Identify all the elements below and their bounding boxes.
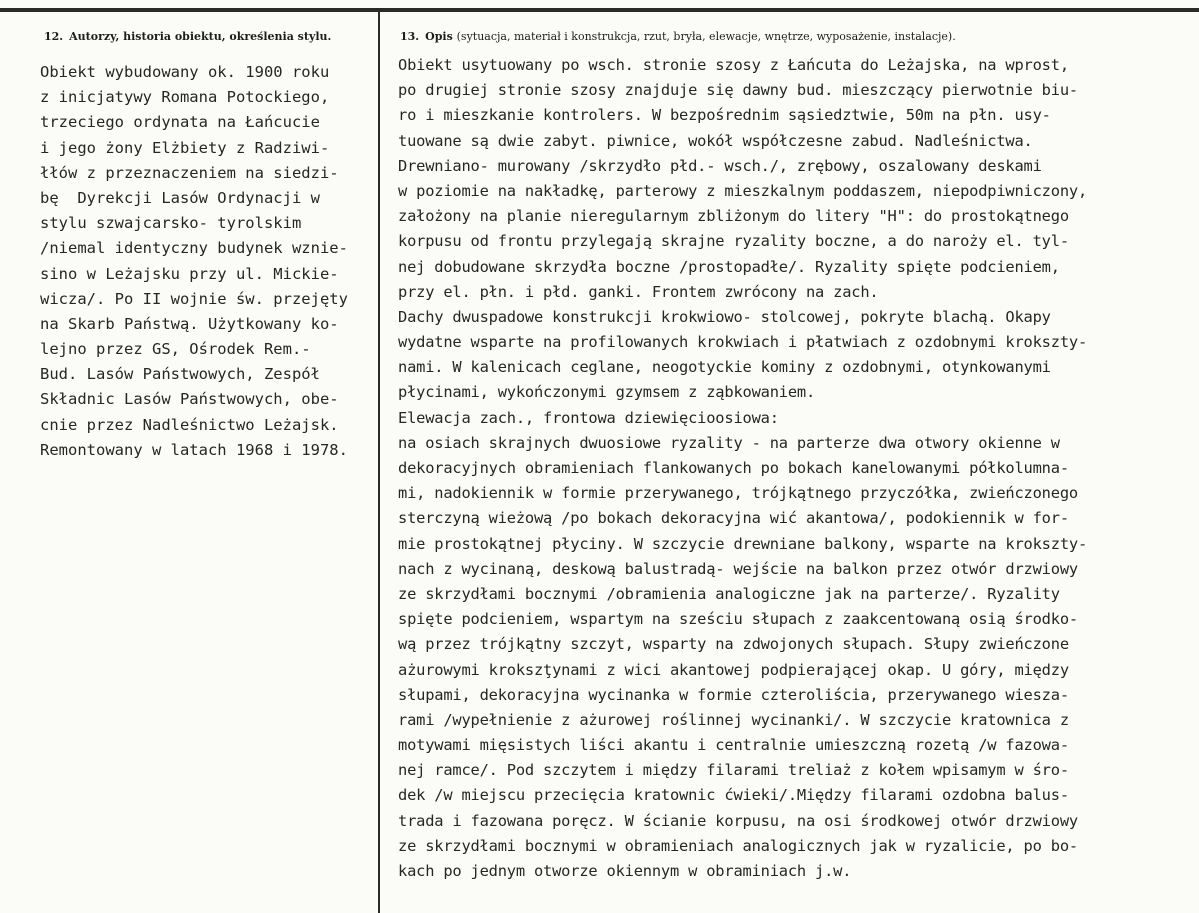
right-text-line: na osiach skrajnych dwuosiowe ryzality - na parterze dwa otwory okienne w [398,433,1060,452]
right-text-line: ro i mieszkanie kontrolers. W bezpośrednim sąsiedztwie, 50m na płn. usy- [398,106,1051,125]
right-text-line: w poziomie na nakładkę, parterowy z mieszkalnym poddaszem, niepodpiwniczony, [398,181,1088,200]
top-border-rule [0,8,1199,12]
right-text-line: tuowane są dwie zabyt. piwnice, wokół współczesne zabud. Nadleśnictwa. [398,131,1033,150]
right-text-line: ze skrzydłami bocznymi /obramienia analogiczne jak na parterze/. Ryzality [398,584,1060,603]
section-12-typed-text [40,60,348,463]
right-text-line: płycinami, wykończonymi gzymsem z ząbkowaniem. [398,383,816,402]
left-text-line: /niemal identyczny budynek wznie- [40,239,348,258]
right-text-line: ażurowymi krokszţynami z wici akantowej podpierającej okap. U góry, między [398,660,1069,679]
right-text-line: Dachy dwuspadowe konstrukcji krokwiowo- stolcowej, pokryte blachą. Okapy [398,307,1051,326]
right-text-line: trada i fazowana poręcz. W ścianie korpusu, na osi środkowej otwór drzwiowy [398,811,1078,830]
right-text-line: Elewacja zach., frontowa dziewięcioosiowa: [398,408,779,427]
section-13-header [400,30,956,43]
right-text-line: Obiekt usytuowany po wsch. stronie szosy z Łańcuta do Leżajska, na wprost, [398,56,1069,74]
right-text-line: rami /wypełnienie z ażurowej roślinnej wycinanki/. W szczycie kratownica z [398,710,1069,729]
left-text-line: cnie przez Nadleśnictwo Leżajsk. [40,415,339,434]
right-text-line: nej dobudowane skrzydła boczne /prostopadłe/. Ryzality spięte podcieniem, [398,257,1060,276]
section-13-title: Opis [425,30,453,43]
right-text-line: słupami, dekoracyjna wycinanka w formie czteroliścia, przerywanego wiesza- [398,685,1069,704]
left-text-line: z inicjatywy Romana Potockiego, [40,88,330,107]
right-text-line: korpusu od frontu przylegają skrajne ryzality boczne, a do naroży el. tyl- [398,232,1069,251]
section-12-title: Autorzy, historia obiektu, określenia stylu. [69,30,332,43]
section-13-number: 13. [400,30,420,43]
right-text-line: wą przez trójkątny szczyt, wsparty na zdwojonych słupach. Słupy zwieńczone [398,635,1069,654]
left-text-line: Obiekt wybudowany ok. 1900 roku [40,63,330,81]
right-text-line: ze skrzydłami bocznymi w obramieniach analogicznych jak w ryzalicie, po bo- [398,836,1078,855]
section-13-subtitle: (sytuacja, materiał i konstrukcja, rzut, bryła, elewacje, wnętrze, wyposażenie, instalacje). [456,30,956,43]
right-text-line: Drewniano- murowany /skrzydło płd.- wsch./, zrębowy, oszalowany deskami [398,156,1042,175]
left-text-line: trzeciego ordynata na Łańcucie [40,113,320,132]
section-12-number: 12. [44,30,64,43]
right-text-line: przy el. płn. i płd. ganki. Frontem zwrócony na zach. [398,282,879,301]
right-text-line: założony na planie nieregularnym zbliżonym do litery "H": do prostokątnego [398,207,1069,226]
right-text-line: nach z wycinaną, deskową balustradą- wejście na balkon przez otwór drzwiowy [398,559,1078,578]
right-text-line: mi, nadokiennik w formie przerywanego, trójkątnego przyczółka, zwieńczonego [398,484,1078,503]
right-text-line: wydatne wsparte na profilowanych krokwiach i płatwiach z ozdobnymi kroksztу- [398,333,1088,352]
left-text-line: łłów z przeznaczeniem na siedzi- [40,163,339,182]
right-text-line: motywami mięsistych liści akantu i centralnie umieszczną rozetą /w fazowa- [398,736,1069,755]
left-text-line: Składnic Lasów Państwowych, obe- [40,390,339,409]
left-text-line: Remontowany w latach 1968 i 1978. [40,440,348,459]
left-text-line: bę Dyrekcji Lasów Ordynacji w [40,188,320,207]
right-text-line: dekoracyjnych obramieniach flankowanych po bokach kanelowanymi półkolumna- [398,459,1069,477]
section-13-typed-text [398,53,1087,884]
left-text-line: sino w Leżajsku przy ul. Mickie- [40,264,339,283]
left-text-line: na Skarb Państwą. Użytkowany ko- [40,314,339,333]
left-text-line: wicza/. Po II wojnie św. przejęty [40,289,348,308]
right-text-line: po drugiej stronie szosy znajduje się dawny bud. mieszczący pierwotnie biu- [398,81,1078,100]
right-text-line: mie prostokątnej płyciny. W szczycie drewniane balkony, wsparte na kroksztу- [398,534,1088,553]
right-text-line: kach po jednym otworze okiennym w obraminiach j.w. [398,862,852,880]
column-divider [378,8,380,913]
right-text-line: nej ramce/. Pod szczytem i między filarami treliaż z kołem wpisamym w śro- [398,761,1069,780]
left-text-line: lejno przez GS, Ośrodek Rem.- [40,340,311,359]
right-text-line: spięte podcieniem, wspartym na sześciu słupach z zaakcentowaną osią środko- [398,610,1078,629]
left-text-line: Bud. Lasów Państwowych, Zespół [40,365,320,384]
right-text-line: nami. W kalenicach ceglane, neogotyckie kominy z ozdobnymi, otynkowanymi [398,358,1051,377]
right-text-line: dek /w miejscu przecięcia kratownic ćwieki/.Między filarami ozdobna balus- [398,786,1069,805]
left-text-line: i jego żony Elżbiety z Radziwi- [40,138,330,157]
section-12-header [44,30,331,43]
right-text-line: sterczyną wieżową /po bokach dekoracyjna wić akantowa/, podokiennik w for- [398,509,1069,528]
left-text-line: stylu szwajcarsko- tyrolskim [40,214,302,233]
